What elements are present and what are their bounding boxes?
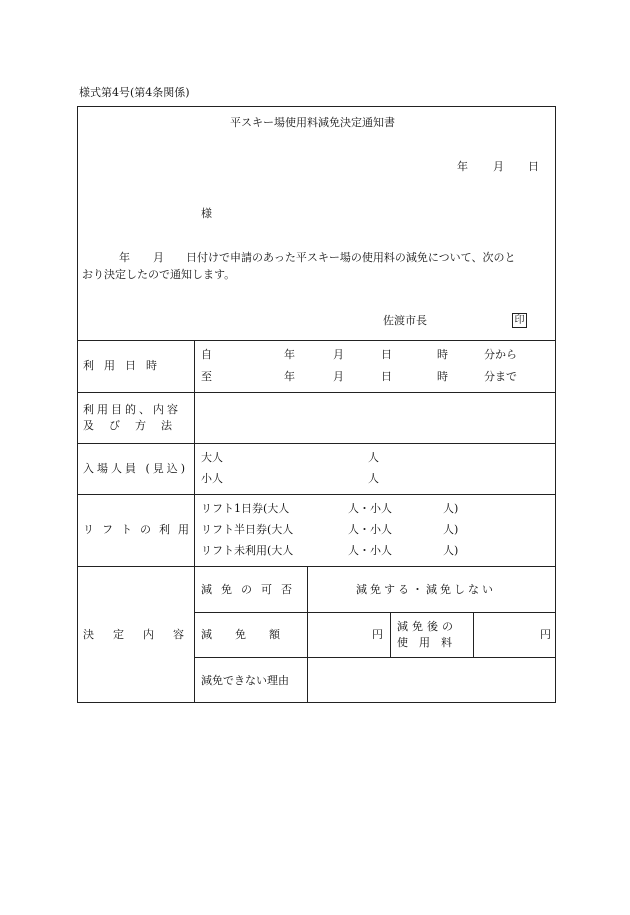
lift-row-mid: 人・小人 (348, 502, 392, 515)
body-text-line1: 日付けで申請のあった平スキー場の使用料の減免について、次のと (186, 251, 516, 264)
lift-row-name: リフト1日券(大人 (201, 502, 290, 515)
divider (194, 340, 195, 703)
lift-row-name: リフト未利用(大人 (201, 544, 294, 557)
body-month: 月 (153, 251, 164, 264)
approval-options: 減免する・減免しない (356, 583, 496, 596)
body-year: 年 (119, 251, 130, 264)
from-year: 年 (284, 348, 295, 361)
lift-row-name: リフト半日券(大人 (201, 523, 294, 536)
body-text-line2: おり決定したので通知します。 (82, 268, 236, 281)
form-number-label: 様式第4号(第4条関係) (79, 86, 190, 99)
to-year: 年 (284, 370, 295, 383)
issue-date-year: 年 (457, 160, 468, 173)
fee-after-reduction-yen: 円 (540, 628, 551, 641)
non-reduction-reason-label: 減免できない理由 (201, 674, 289, 687)
lift-row-mid: 人・小人 (348, 544, 392, 557)
lift-row-end: 人) (443, 544, 459, 557)
lift-row-mid: 人・小人 (348, 523, 392, 536)
divider (77, 443, 556, 444)
divider (77, 392, 556, 393)
fee-after-reduction-label-line2: 使用料 (397, 636, 463, 649)
adult-label: 大人 (201, 451, 223, 464)
issuer-name: 佐渡市長 (383, 314, 427, 327)
lift-usage-label: リフトの利用 (83, 523, 197, 536)
fee-after-reduction-label-line1: 減免後の (397, 620, 457, 633)
child-unit: 人 (368, 472, 379, 485)
to-day: 日 (381, 370, 392, 383)
divider (390, 612, 391, 657)
divider (77, 340, 556, 341)
reduction-amount-label: 減免額 (201, 628, 303, 641)
usage-datetime-label: 利用日時 (83, 359, 167, 372)
divider (473, 612, 474, 657)
to-hour: 時 (437, 370, 448, 383)
adult-unit: 人 (368, 451, 379, 464)
from-suffix: 分から (484, 348, 517, 361)
divider (307, 566, 308, 703)
to-suffix: 分まで (484, 370, 517, 383)
from-day: 日 (381, 348, 392, 361)
divider (77, 494, 556, 495)
reduction-amount-yen: 円 (372, 628, 383, 641)
divider (194, 657, 556, 658)
lift-row-end: 人) (443, 523, 459, 536)
attendance-label: 入場人員 (見込) (83, 462, 189, 475)
from-month: 月 (333, 348, 344, 361)
issue-date-month: 月 (493, 160, 504, 173)
from-prefix: 自 (201, 348, 212, 361)
approval-label: 減免の可否 (201, 583, 301, 596)
child-label: 小人 (201, 472, 223, 485)
seal-mark: 印 (512, 313, 527, 328)
to-month: 月 (333, 370, 344, 383)
addressee-suffix: 様 (201, 207, 212, 220)
divider (194, 612, 556, 613)
lift-row-end: 人) (443, 502, 459, 515)
divider (77, 566, 556, 567)
purpose-label-line2: 及び方法 (83, 419, 187, 432)
to-prefix: 至 (201, 370, 212, 383)
decision-label: 決定内容 (83, 628, 203, 641)
issue-date-day: 日 (528, 160, 539, 173)
document-title: 平スキー場使用料減免決定通知書 (230, 116, 395, 129)
from-hour: 時 (437, 348, 448, 361)
purpose-label-line1: 利用目的、内容 (83, 403, 181, 416)
